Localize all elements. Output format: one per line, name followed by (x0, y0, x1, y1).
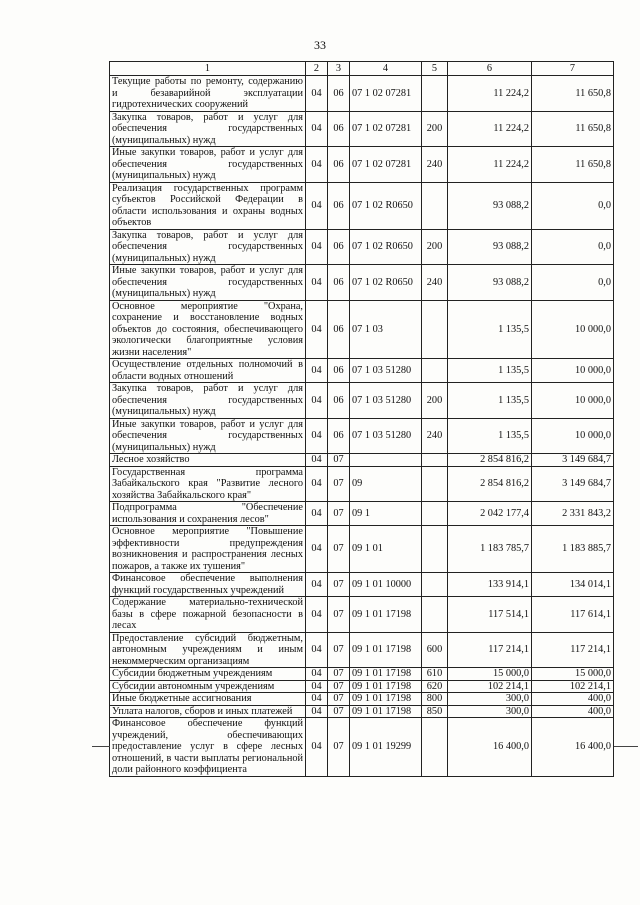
amount-col6-cell: 11 224,2 (448, 147, 532, 183)
expense-type-cell (422, 502, 448, 526)
row-name-cell: Иные закупки товаров, работ и услуг для обеспечения государственных (муниципальных) нужд (110, 265, 306, 301)
table-row (110, 454, 614, 467)
amount-col6-cell: 117 514,1 (448, 597, 532, 633)
table-row (110, 300, 614, 359)
section-code-cell: 04 (306, 111, 328, 147)
target-article-cell: 07 1 02 07281 (350, 76, 422, 112)
amount-col7-cell: 0,0 (532, 229, 614, 265)
amount-col7-cell: 15 000,0 (532, 668, 614, 681)
amount-col6-cell: 133 914,1 (448, 573, 532, 597)
subsection-code-cell: 06 (328, 182, 350, 229)
amount-col6-cell: 2 042 177,4 (448, 502, 532, 526)
column-header: 7 (532, 62, 614, 76)
section-code-cell: 04 (306, 526, 328, 573)
expense-type-cell (422, 359, 448, 383)
subsection-code-cell: 06 (328, 147, 350, 183)
column-header: 2 (306, 62, 328, 76)
row-name-cell: Предоставление субсидий бюджетным, автономным учреждениям и иным некоммерческим организациям (110, 632, 306, 668)
subsection-code-cell: 07 (328, 680, 350, 693)
amount-col6-cell: 1 183 785,7 (448, 526, 532, 573)
row-name-cell: Субсидии бюджетным учреждениям (110, 668, 306, 681)
row-name-cell: Закупка товаров, работ и услуг для обеспечения государственных (муниципальных) нужд (110, 229, 306, 265)
target-article-cell: 09 1 01 17198 (350, 668, 422, 681)
amount-col6-cell: 2 854 816,2 (448, 466, 532, 502)
section-code-cell: 04 (306, 418, 328, 454)
amount-col7-cell: 400,0 (532, 693, 614, 706)
target-article-cell: 09 1 (350, 502, 422, 526)
amount-col6-cell: 93 088,2 (448, 182, 532, 229)
table-row (110, 466, 614, 502)
subsection-code-cell: 07 (328, 632, 350, 668)
expense-type-cell: 240 (422, 265, 448, 301)
subsection-code-cell: 06 (328, 76, 350, 112)
section-code-cell: 04 (306, 718, 328, 777)
section-code-cell: 04 (306, 76, 328, 112)
subsection-code-cell: 07 (328, 466, 350, 502)
table-row (110, 147, 614, 183)
column-header: 6 (448, 62, 532, 76)
amount-col7-cell: 3 149 684,7 (532, 466, 614, 502)
column-header: 4 (350, 62, 422, 76)
row-name-cell: Закупка товаров, работ и услуг для обеспечения государственных (муниципальных) нужд (110, 383, 306, 419)
amount-col6-cell: 117 214,1 (448, 632, 532, 668)
section-code-cell: 04 (306, 597, 328, 633)
section-code-cell: 04 (306, 300, 328, 359)
expense-type-cell: 600 (422, 632, 448, 668)
row-name-cell: Субсидии автономным учреждениям (110, 680, 306, 693)
row-name-cell: Осуществление отдельных полномочий в области водных отношений (110, 359, 306, 383)
amount-col7-cell: 2 331 843,2 (532, 502, 614, 526)
amount-col7-cell: 11 650,8 (532, 147, 614, 183)
amount-col6-cell: 300,0 (448, 705, 532, 718)
subsection-code-cell: 06 (328, 229, 350, 265)
table-row (110, 76, 614, 112)
target-article-cell: 07 1 02 07281 (350, 111, 422, 147)
table-row (110, 526, 614, 573)
target-article-cell: 09 1 01 10000 (350, 573, 422, 597)
target-article-cell: 07 1 02 R0650 (350, 229, 422, 265)
target-article-cell: 09 1 01 17198 (350, 693, 422, 706)
expense-type-cell: 610 (422, 668, 448, 681)
target-article-cell: 09 1 01 19299 (350, 718, 422, 777)
amount-col7-cell: 11 650,8 (532, 111, 614, 147)
expense-type-cell (422, 597, 448, 633)
column-header: 1 (110, 62, 306, 76)
target-article-cell: 07 1 02 07281 (350, 147, 422, 183)
section-code-cell: 04 (306, 147, 328, 183)
table-row (110, 418, 614, 454)
target-article-cell (350, 454, 422, 467)
table-row (110, 668, 614, 681)
amount-col7-cell: 10 000,0 (532, 383, 614, 419)
table-row (110, 597, 614, 633)
amount-col6-cell: 1 135,5 (448, 418, 532, 454)
row-name-cell: Государственная программа Забайкальского края "Развитие лесного хозяйства Забайкальского края" (110, 466, 306, 502)
row-name-cell: Закупка товаров, работ и услуг для обеспечения государственных (муниципальных) нужд (110, 111, 306, 147)
amount-col7-cell: 0,0 (532, 265, 614, 301)
expense-type-cell (422, 573, 448, 597)
subsection-code-cell: 06 (328, 111, 350, 147)
table-row (110, 383, 614, 419)
amount-col7-cell: 16 400,0 (532, 718, 614, 777)
row-name-cell: Уплата налогов, сборов и иных платежей (110, 705, 306, 718)
amount-col6-cell: 1 135,5 (448, 300, 532, 359)
target-article-cell: 07 1 03 51280 (350, 359, 422, 383)
table-row (110, 632, 614, 668)
subsection-code-cell: 07 (328, 668, 350, 681)
target-article-cell: 09 1 01 17198 (350, 597, 422, 633)
column-header: 3 (328, 62, 350, 76)
table-row (110, 693, 614, 706)
expense-type-cell (422, 454, 448, 467)
subsection-code-cell: 07 (328, 693, 350, 706)
section-code-cell: 04 (306, 265, 328, 301)
amount-col7-cell: 0,0 (532, 182, 614, 229)
section-code-cell: 04 (306, 668, 328, 681)
expense-type-cell (422, 526, 448, 573)
section-code-cell: 04 (306, 182, 328, 229)
subsection-code-cell: 06 (328, 265, 350, 301)
section-code-cell: 04 (306, 693, 328, 706)
table-row (110, 265, 614, 301)
expense-type-cell (422, 466, 448, 502)
target-article-cell: 07 1 03 51280 (350, 418, 422, 454)
subsection-code-cell: 07 (328, 597, 350, 633)
subsection-code-cell: 06 (328, 300, 350, 359)
expense-type-cell (422, 718, 448, 777)
row-name-cell: Лесное хозяйство (110, 454, 306, 467)
section-code-cell: 04 (306, 632, 328, 668)
expense-type-cell: 200 (422, 383, 448, 419)
amount-col7-cell: 10 000,0 (532, 300, 614, 359)
margin-mark-line (92, 746, 110, 747)
row-name-cell: Финансовое обеспечение выполнения функций государственных учреждений (110, 573, 306, 597)
expense-type-cell: 200 (422, 229, 448, 265)
table-row (110, 680, 614, 693)
expense-type-cell: 240 (422, 147, 448, 183)
subsection-code-cell: 07 (328, 705, 350, 718)
amount-col7-cell: 3 149 684,7 (532, 454, 614, 467)
table-row (110, 111, 614, 147)
margin-mark-line (614, 746, 638, 747)
section-code-cell: 04 (306, 359, 328, 383)
amount-col6-cell: 93 088,2 (448, 265, 532, 301)
amount-col6-cell: 300,0 (448, 693, 532, 706)
subsection-code-cell: 06 (328, 418, 350, 454)
row-name-cell: Иные бюджетные ассигнования (110, 693, 306, 706)
subsection-code-cell: 06 (328, 383, 350, 419)
section-code-cell: 04 (306, 383, 328, 419)
section-code-cell: 04 (306, 573, 328, 597)
page-number: 33 (314, 38, 326, 52)
table-row (110, 573, 614, 597)
section-code-cell: 04 (306, 454, 328, 467)
amount-col7-cell: 102 214,1 (532, 680, 614, 693)
target-article-cell: 09 (350, 466, 422, 502)
row-name-cell: Иные закупки товаров, работ и услуг для обеспечения государственных (муниципальных) нужд (110, 418, 306, 454)
target-article-cell: 09 1 01 17198 (350, 680, 422, 693)
section-code-cell: 04 (306, 466, 328, 502)
table-row (110, 359, 614, 383)
subsection-code-cell: 07 (328, 454, 350, 467)
subsection-code-cell: 06 (328, 359, 350, 383)
amount-col6-cell: 16 400,0 (448, 718, 532, 777)
section-code-cell: 04 (306, 502, 328, 526)
subsection-code-cell: 07 (328, 502, 350, 526)
amount-col7-cell: 400,0 (532, 705, 614, 718)
amount-col6-cell: 93 088,2 (448, 229, 532, 265)
row-name-cell: Подпрограмма "Обеспечение использования и сохранения лесов" (110, 502, 306, 526)
expense-type-cell: 620 (422, 680, 448, 693)
amount-col7-cell: 134 014,1 (532, 573, 614, 597)
row-name-cell: Иные закупки товаров, работ и услуг для обеспечения государственных (муниципальных) нужд (110, 147, 306, 183)
target-article-cell: 07 1 02 R0650 (350, 265, 422, 301)
budget-table (109, 61, 614, 777)
row-name-cell: Основное мероприятие "Охрана, сохранение и восстановление водных объектов до состояния, обеспечивающего экологически благоприятные условия жизни населения" (110, 300, 306, 359)
table-row (110, 718, 614, 777)
target-article-cell: 07 1 03 (350, 300, 422, 359)
subsection-code-cell: 07 (328, 526, 350, 573)
subsection-code-cell: 07 (328, 573, 350, 597)
target-article-cell: 07 1 03 51280 (350, 383, 422, 419)
table-row (110, 182, 614, 229)
column-header: 5 (422, 62, 448, 76)
table-row (110, 229, 614, 265)
expense-type-cell (422, 76, 448, 112)
amount-col7-cell: 10 000,0 (532, 359, 614, 383)
amount-col6-cell: 1 135,5 (448, 383, 532, 419)
target-article-cell: 07 1 02 R0650 (350, 182, 422, 229)
expense-type-cell (422, 182, 448, 229)
target-article-cell: 09 1 01 17198 (350, 705, 422, 718)
target-article-cell: 09 1 01 17198 (350, 632, 422, 668)
expense-type-cell: 200 (422, 111, 448, 147)
section-code-cell: 04 (306, 705, 328, 718)
expense-type-cell (422, 300, 448, 359)
expense-type-cell: 850 (422, 705, 448, 718)
amount-col7-cell: 1 183 885,7 (532, 526, 614, 573)
subsection-code-cell: 07 (328, 718, 350, 777)
amount-col7-cell: 11 650,8 (532, 76, 614, 112)
section-code-cell: 04 (306, 229, 328, 265)
expense-type-cell: 800 (422, 693, 448, 706)
row-name-cell: Реализация государственных программ субъектов Российской Федерации в области использования и охраны водных объектов (110, 182, 306, 229)
row-name-cell: Финансовое обеспечение функций учреждений, обеспечивающих предоставление услуг в сфере лесных отношений, в части выплаты региональной доли районного коэффициента (110, 718, 306, 777)
table-header-row (110, 62, 614, 76)
amount-col7-cell: 10 000,0 (532, 418, 614, 454)
amount-col6-cell: 1 135,5 (448, 359, 532, 383)
amount-col7-cell: 117 214,1 (532, 632, 614, 668)
target-article-cell: 09 1 01 (350, 526, 422, 573)
amount-col7-cell: 117 614,1 (532, 597, 614, 633)
row-name-cell: Содержание материально-технической базы в сфере пожарной безопасности в лесах (110, 597, 306, 633)
table-row (110, 502, 614, 526)
row-name-cell: Текущие работы по ремонту, содержанию и безаварийной эксплуатации гидротехнических сооружений (110, 76, 306, 112)
row-name-cell: Основное мероприятие "Повышение эффективности предупреждения возникновения и распространения лесных пожаров, а также их тушения" (110, 526, 306, 573)
amount-col6-cell: 11 224,2 (448, 76, 532, 112)
amount-col6-cell: 102 214,1 (448, 680, 532, 693)
amount-col6-cell: 2 854 816,2 (448, 454, 532, 467)
section-code-cell: 04 (306, 680, 328, 693)
amount-col6-cell: 15 000,0 (448, 668, 532, 681)
expense-type-cell: 240 (422, 418, 448, 454)
amount-col6-cell: 11 224,2 (448, 111, 532, 147)
table-row (110, 705, 614, 718)
